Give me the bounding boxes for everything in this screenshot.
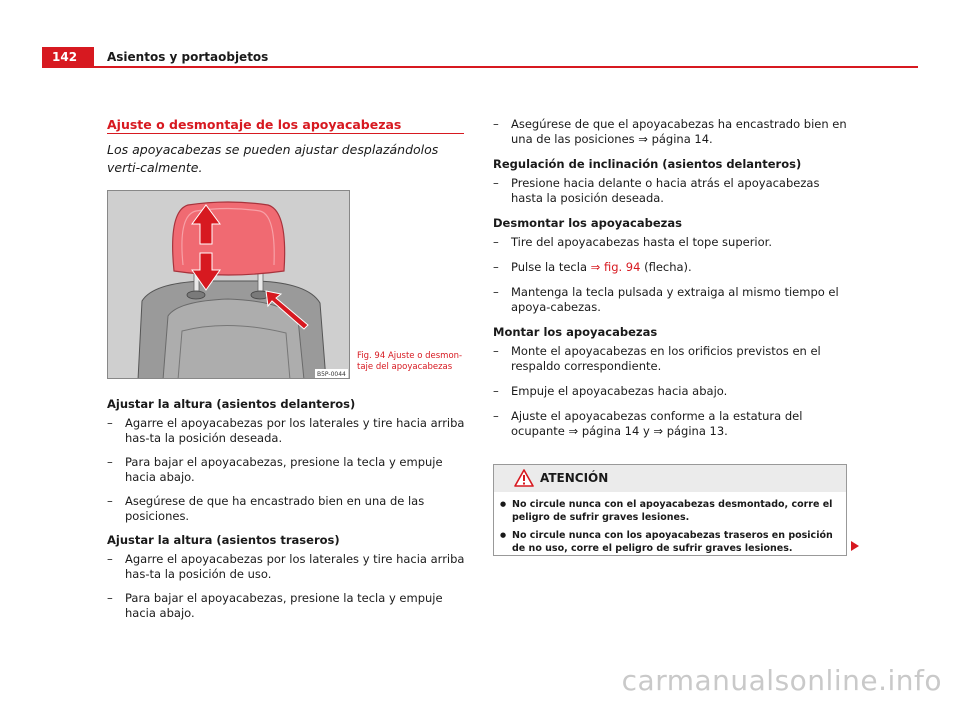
list-item: – Monte el apoyacabezas en los orificios previstos en el respaldo correspondiente. <box>493 344 848 374</box>
mount-heading: Montar los apoyacabezas <box>493 325 658 339</box>
warning-title: ATENCIÓN <box>540 471 609 485</box>
page-header-title: Asientos y portaobjetos <box>107 50 269 64</box>
headrest-shape <box>173 202 285 275</box>
list-item: – Pulse la tecla ⇒ fig. 94 (flecha). <box>493 260 848 275</box>
warning-item: ● No circule nunca con el apoyacabezas desmontado, corre el peligro de sufrir graves lesiones. <box>500 498 841 524</box>
list-item: – Agarre el apoyacabezas por los laterales y tire hacia arriba has-ta la posición de uso. <box>107 552 467 582</box>
headrest-illustration <box>107 190 350 379</box>
header-divider <box>42 66 918 68</box>
list-item: – Agarre el apoyacabezas por los laterales y tire hacia arriba has-ta la posición deseada. <box>107 416 467 446</box>
list-item: – Asegúrese de que ha encastrado bien en una de las posiciones. <box>107 494 467 524</box>
watermark: carmanualsonline.info <box>621 664 942 697</box>
rear-height-heading: Ajustar la altura (asientos traseros) <box>107 533 340 547</box>
headrest-drawing <box>108 191 350 379</box>
remove-heading: Desmontar los apoyacabezas <box>493 216 682 230</box>
section-title: Ajuste o desmontaje de los apoyacabezas <box>107 117 402 132</box>
figure-code: B5P-0044 <box>317 371 346 378</box>
front-height-heading: Ajustar la altura (asientos delanteros) <box>107 397 356 411</box>
list-item: – Presione hacia delante o hacia atrás el apoyacabezas hasta la posición deseada. <box>493 176 848 206</box>
page-number: 142 <box>42 47 94 68</box>
warning-header <box>494 465 846 492</box>
continue-arrow-icon <box>851 541 859 551</box>
warning-body <box>494 492 846 555</box>
list-item: – Para bajar el apoyacabezas, presione la tecla y empuje hacia abajo. <box>107 455 467 485</box>
warning-triangle-icon <box>514 469 534 487</box>
list-item: – Para bajar el apoyacabezas, presione la tecla y empuje hacia abajo. <box>107 591 467 621</box>
warning-item: ● No circule nunca con los apoyacabezas traseros en posición de no uso, corre el peligro de sufrir graves lesiones. <box>500 529 841 555</box>
list-item: – Tire del apoyacabezas hasta el tope superior. <box>493 235 848 250</box>
section-intro: Los apoyacabezas se pueden ajustar desplazándolos verti-calmente. <box>107 142 439 175</box>
left-column <box>107 397 467 630</box>
warning-box <box>493 464 847 556</box>
right-column <box>493 117 848 448</box>
list-item: – Asegúrese de que el apoyacabezas ha encastrado bien en una de las posiciones ⇒ página 14. <box>493 117 848 147</box>
section-divider <box>107 133 464 134</box>
list-item: – Empuje el apoyacabezas hacia abajo. <box>493 384 848 399</box>
list-item: – Ajuste el apoyacabezas conforme a la estatura del ocupante ⇒ página 14 y ⇒ página 13. <box>493 409 848 439</box>
figure-caption: Fig. 94 Ajuste o desmon-taje del apoyacabezas <box>357 351 463 372</box>
list-item: – Mantenga la tecla pulsada y extraiga al mismo tiempo el apoya-cabezas. <box>493 285 848 315</box>
inclination-heading: Regulación de inclinación (asientos delanteros) <box>493 157 802 171</box>
figure-reference-link[interactable]: ⇒ fig. 94 <box>590 260 641 274</box>
